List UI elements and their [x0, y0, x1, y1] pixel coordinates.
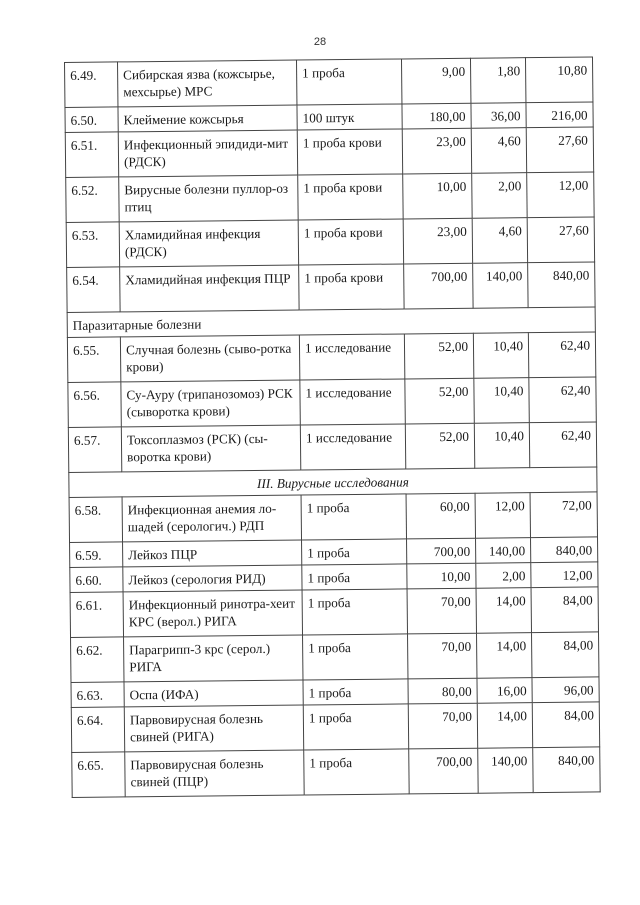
table-row [67, 262, 595, 313]
service-name: Токсоплазмоз (РСК) (сы-воротка крови) [121, 425, 300, 472]
total-value: 62,40 [529, 377, 596, 423]
unit-of-measure: 1 проба [302, 564, 407, 590]
total-value: 84,00 [532, 702, 599, 748]
price-value: 60,00 [406, 493, 475, 539]
service-name: Парвовирусная болезнь свиней (ПЦР) [125, 750, 304, 797]
price-value: 70,00 [408, 633, 477, 679]
vat-value: 140,00 [476, 538, 531, 564]
total-value: 216,00 [526, 102, 593, 128]
item-number: 6.62. [71, 637, 124, 683]
total-value: 840,00 [531, 537, 598, 563]
service-name: Лейкоз ПЦР [123, 540, 302, 567]
price-value: 9,00 [401, 58, 470, 104]
total-value: 96,00 [532, 677, 599, 703]
total-value: 27,60 [527, 217, 594, 263]
vat-value: 4,60 [472, 218, 527, 264]
unit-of-measure: 1 проба [304, 749, 409, 795]
price-value: 10,00 [407, 563, 476, 589]
unit-of-measure: 1 проба [302, 589, 407, 635]
item-number: 6.63. [71, 682, 124, 708]
item-number: 6.65. [72, 752, 125, 798]
unit-of-measure: 1 исследование [300, 379, 405, 425]
table-row [65, 127, 593, 178]
table-row [69, 492, 597, 543]
page-number: 28 [313, 36, 327, 48]
unit-of-measure: 100 штук [297, 104, 402, 130]
total-value: 84,00 [532, 632, 599, 678]
service-name: Вирусные болезни пуллор-оз птиц [119, 175, 298, 222]
price-value: 52,00 [405, 378, 474, 424]
total-value: 62,40 [529, 422, 596, 468]
vat-value: 14,00 [477, 633, 532, 679]
price-value: 70,00 [407, 588, 476, 634]
total-value: 27,60 [526, 127, 593, 173]
service-name: Хламидийная инфекция (РДСК) [119, 220, 298, 267]
unit-of-measure: 1 проба [303, 634, 408, 680]
price-value: 80,00 [408, 678, 477, 704]
table-row [66, 172, 594, 223]
unit-of-measure: 1 проба крови [298, 219, 403, 265]
item-number: 6.56. [68, 382, 121, 428]
price-value: 700,00 [409, 748, 478, 794]
service-name: Су-Ауру (трипанозомоз) РСК (сыворотка крови) [121, 380, 300, 427]
service-name: Сибирская язва (кожсырье, мехсырье) МРС [118, 60, 297, 107]
unit-of-measure: 1 проба [303, 679, 408, 705]
item-number: 6.59. [70, 542, 123, 568]
price-table-body [65, 57, 601, 797]
vat-value: 10,40 [474, 378, 529, 424]
item-number: 6.51. [65, 132, 118, 178]
service-name: Оспа (ИФА) [124, 680, 303, 707]
vat-value: 140,00 [473, 263, 528, 309]
vat-value: 2,00 [472, 173, 527, 219]
vat-value: 10,40 [474, 423, 529, 469]
service-name: Инфекционная анемия ло-шадей (серологич.) РДП [122, 495, 301, 542]
service-name: Хламидийная инфекция ПЦР [120, 265, 299, 312]
total-value: 840,00 [533, 747, 600, 793]
item-number: 6.60. [70, 567, 123, 593]
service-name: Лейкоз (серология РИД) [123, 565, 302, 592]
unit-of-measure: 1 исследование [299, 334, 404, 380]
table-row [68, 422, 596, 473]
unit-of-measure: 1 проба [302, 539, 407, 565]
section-heading: III. Вирусные исследования [69, 467, 597, 498]
service-name: Инфекционный ринотра-хеит КРС (верол.) РИГА [123, 590, 302, 637]
item-number: 6.64. [71, 707, 124, 753]
unit-of-measure: 1 проба [303, 704, 408, 750]
price-value: 23,00 [402, 128, 471, 174]
table-row [68, 377, 596, 428]
unit-of-measure: 1 проба крови [297, 129, 402, 175]
item-number: 6.57. [68, 427, 121, 473]
vat-value: 36,00 [471, 103, 526, 129]
item-number: 6.61. [70, 592, 123, 638]
unit-of-measure: 1 проба крови [299, 264, 404, 310]
price-value: 52,00 [405, 423, 474, 469]
total-value: 62,40 [528, 332, 595, 378]
total-value: 84,00 [531, 587, 598, 633]
service-name: Инфекционный эпидиди-мит (РДСК) [118, 130, 297, 177]
price-value: 700,00 [407, 538, 476, 564]
price-table [64, 56, 601, 797]
price-value: 70,00 [408, 703, 477, 749]
price-value: 23,00 [403, 218, 472, 264]
item-number: 6.52. [66, 177, 119, 223]
unit-of-measure: 1 проба [296, 59, 401, 105]
item-number: 6.54. [67, 267, 120, 313]
vat-value: 2,00 [476, 563, 531, 589]
table-row [67, 332, 595, 383]
vat-value: 10,40 [473, 333, 528, 379]
table-row [65, 57, 593, 108]
total-value: 12,00 [531, 562, 598, 588]
item-number: 6.55. [67, 337, 120, 383]
total-value: 72,00 [530, 492, 597, 538]
table-row [72, 747, 600, 798]
vat-value: 16,00 [477, 678, 532, 704]
price-value: 52,00 [404, 333, 473, 379]
price-value: 700,00 [404, 263, 473, 309]
price-value: 10,00 [403, 173, 472, 219]
item-number: 6.49. [65, 62, 118, 108]
total-value: 10,80 [525, 57, 592, 103]
vat-value: 140,00 [478, 748, 533, 794]
item-number: 6.53. [66, 222, 119, 268]
vat-value: 14,00 [476, 588, 531, 634]
unit-of-measure: 1 исследование [300, 424, 405, 470]
total-value: 12,00 [527, 172, 594, 218]
vat-value: 14,00 [477, 703, 532, 749]
vat-value: 4,60 [471, 128, 526, 174]
section-heading: Паразитарные болезни [67, 307, 595, 338]
vat-value: 12,00 [475, 493, 530, 539]
service-name: Парвовирусная болезнь свиней (РИГА) [124, 705, 303, 752]
price-table-sheet [64, 56, 602, 798]
table-row [71, 702, 599, 753]
service-name: Случная болезнь (сыво-ротка крови) [120, 335, 299, 382]
table-row [70, 587, 598, 638]
unit-of-measure: 1 проба [301, 494, 406, 540]
service-name: Клеймение кожсырья [118, 105, 297, 132]
price-value: 180,00 [402, 103, 471, 129]
unit-of-measure: 1 проба крови [298, 174, 403, 220]
total-value: 840,00 [528, 262, 595, 308]
vat-value: 1,80 [470, 58, 525, 104]
table-row [71, 632, 599, 683]
table-row [66, 217, 594, 268]
item-number: 6.50. [65, 107, 118, 133]
item-number: 6.58. [69, 497, 122, 543]
service-name: Парагрипп-3 крс (серол.) РИГА [124, 635, 303, 682]
